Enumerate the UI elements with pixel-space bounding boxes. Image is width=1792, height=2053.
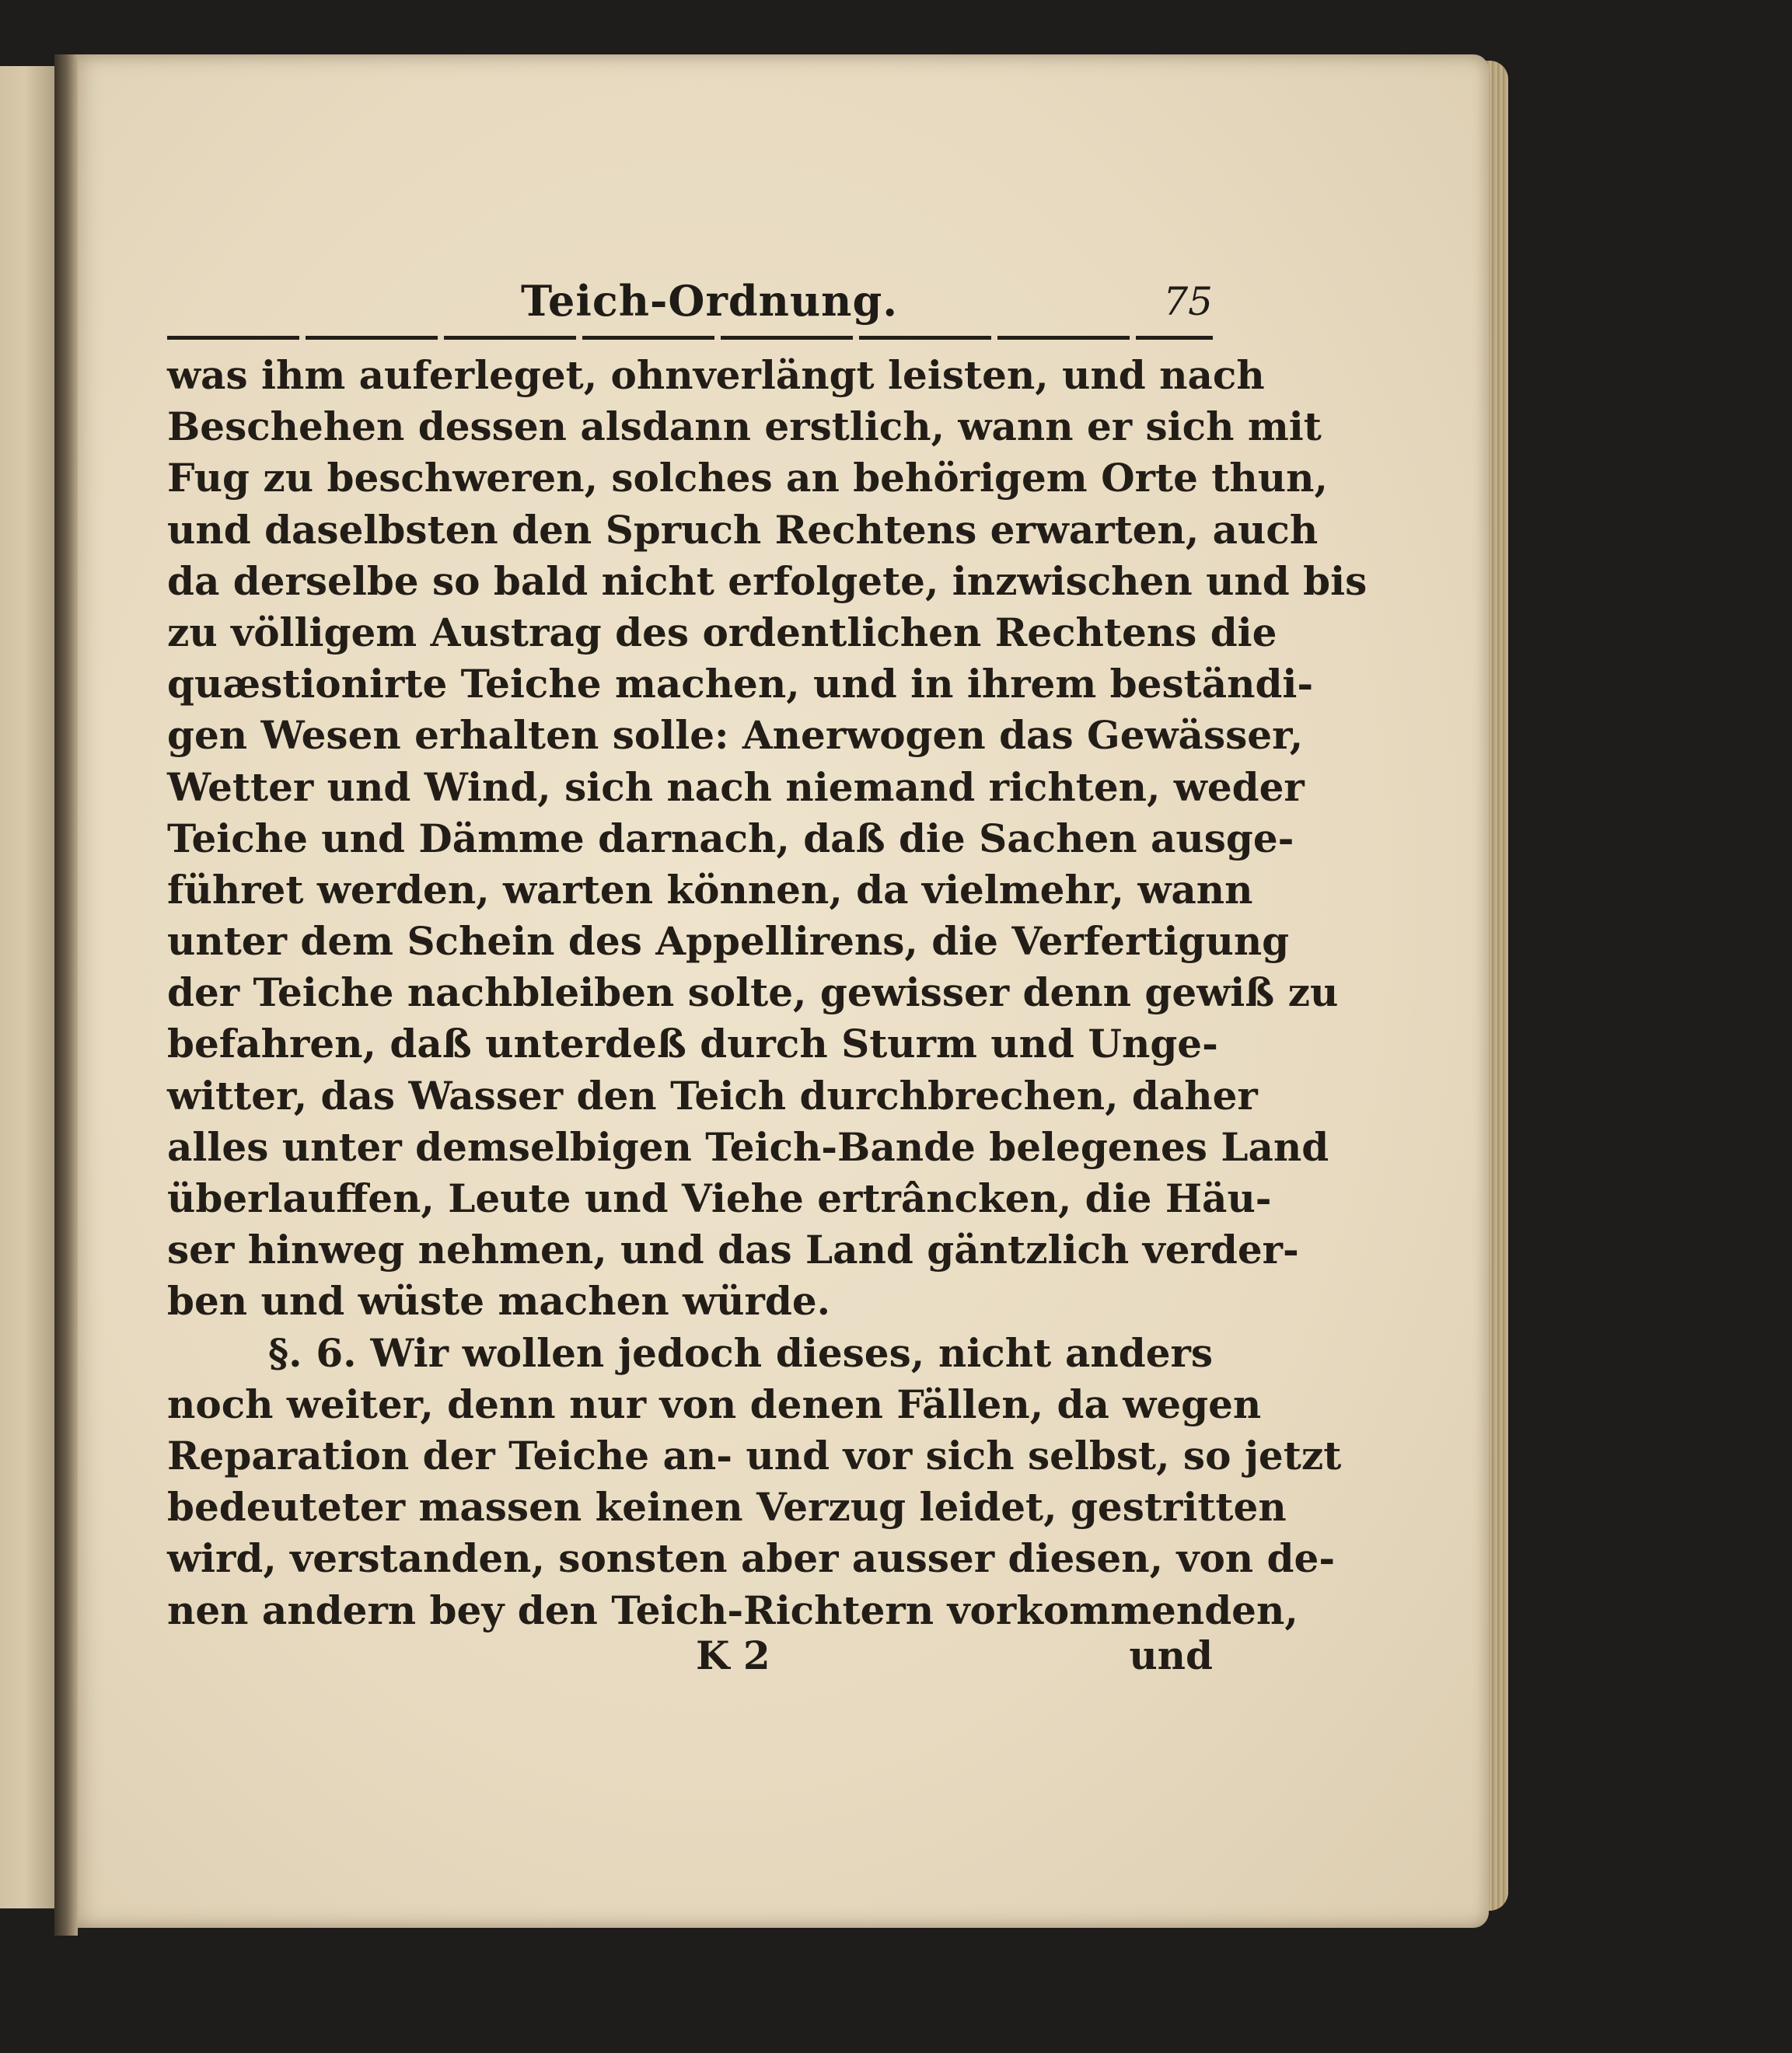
signature-mark: K 2 <box>696 1632 770 1678</box>
text-line: der Teiche nachbleiben solte, gewisser denn gewiß zu <box>167 969 1339 1016</box>
text-line: alles unter demselbigen Teich-Bande belegenes Land <box>167 1123 1329 1170</box>
text-line: nen andern bey den Teich-Richtern vorkommenden, <box>167 1587 1298 1633</box>
text-line: quæstionirte Teiche machen, und in ihrem beständi- <box>167 661 1314 707</box>
header-rule <box>167 336 1213 340</box>
text-line: führet werden, warten können, da vielmehr, wann <box>167 866 1253 913</box>
text-line: ser hinweg nehmen, und das Land gäntzlich verder- <box>167 1227 1299 1273</box>
text-line: bedeuteter massen keinen Verzug leidet, gestritten <box>167 1484 1287 1531</box>
text-line: Beschehen dessen alsdann erstlich, wann er sich mit <box>167 403 1322 450</box>
text-line: Fug zu beschweren, solches an behörigem Orte thun, <box>167 455 1328 501</box>
text-line: befahren, daß unterdeß durch Sturm und Unge- <box>167 1021 1218 1067</box>
text-line: unter dem Schein des Appellirens, die Verfertigung <box>167 918 1290 965</box>
text-line: Wetter und Wind, sich nach niemand richten, weder <box>167 763 1305 810</box>
text-line: und daselbsten den Spruch Rechtens erwarten, auch <box>167 506 1319 553</box>
page-header <box>167 276 1213 338</box>
facing-page-edge <box>0 66 62 1908</box>
text-line: überlauffen, Leute und Viehe ertrâncken, die Häu- <box>167 1175 1272 1221</box>
text-line: ben und wüste machen würde. <box>167 1278 831 1325</box>
body-text <box>167 350 1368 1636</box>
catchword: und <box>1129 1632 1213 1678</box>
text-line: gen Wesen erhalten solle: Anerwogen das Gewässer, <box>167 712 1304 759</box>
running-title: Teich-Ordnung. <box>521 276 898 326</box>
page-footer <box>167 1632 1213 1687</box>
text-line: Teiche und Dämme darnach, daß die Sachen ausge- <box>167 815 1294 861</box>
text-line: da derselbe so bald nicht erfolgete, inzwischen und bis <box>167 557 1368 604</box>
book-gutter <box>54 54 78 1936</box>
text-line: wird, verstanden, sonsten aber ausser diesen, von de- <box>167 1535 1336 1582</box>
page-number: 75 <box>1163 279 1213 324</box>
text-line: zu völligem Austrag des ordentlichen Rechtens die <box>167 609 1277 655</box>
text-line: Reparation der Teiche an- und vor sich selbst, so jetzt <box>167 1432 1342 1479</box>
text-line: was ihm auferleget, ohnverlängt leisten, und nach <box>167 352 1265 398</box>
text-line: noch weiter, denn nur von denen Fällen, da wegen <box>167 1381 1262 1427</box>
text-line: witter, das Wasser den Teich durchbrechen, daher <box>167 1072 1258 1119</box>
section-heading-line: §. 6. Wir wollen jedoch dieses, nicht anders <box>268 1329 1213 1376</box>
